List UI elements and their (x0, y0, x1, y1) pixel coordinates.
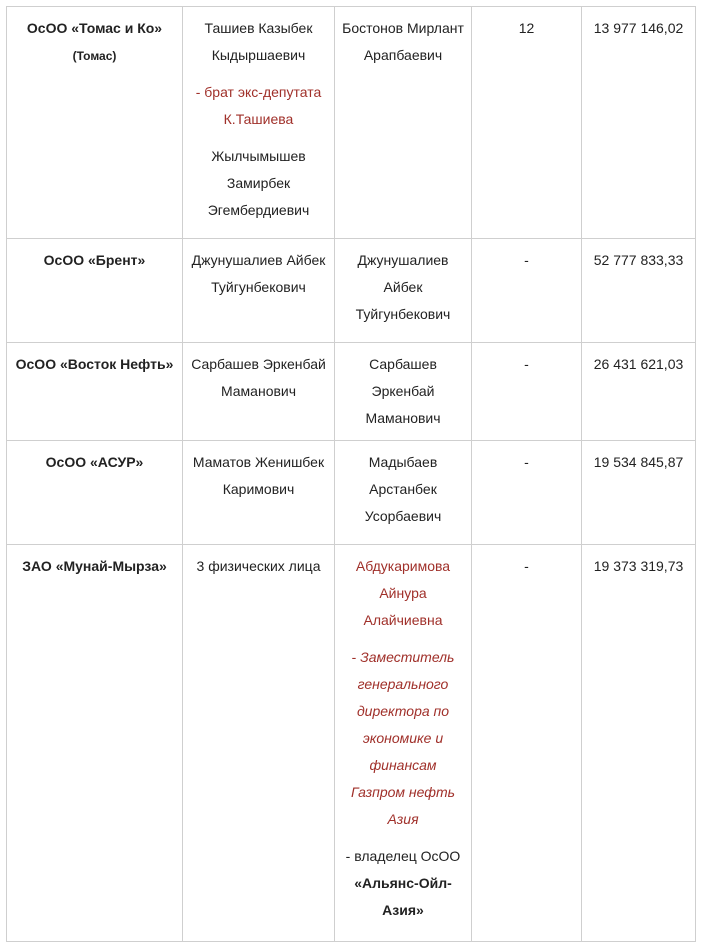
table-row (7, 7, 696, 239)
amount-cell: 19 534 845,87 (582, 441, 696, 545)
company-note: (Томас) (72, 49, 117, 63)
director-note (341, 644, 465, 833)
company-cell: ОсОО «Восток Нефть» (7, 343, 183, 441)
owner-cell: 3 физических лица (183, 545, 335, 942)
owner-cell: Маматов Женишбек Каримович (183, 441, 335, 545)
director-cell: Сарбашев Эркенбай Маманович (335, 343, 472, 441)
company-cell: ЗАО «Мунай-Мырза» (7, 545, 183, 942)
director-note2-prefix: - владелец ОсОО (345, 848, 461, 864)
owner-cell (183, 7, 335, 239)
company-cell: ОсОО «Брент» (7, 239, 183, 343)
director-name: Абдукаримова Айнура Алайчиевна (355, 558, 451, 628)
director-cell (335, 441, 472, 545)
director-cell (335, 545, 472, 942)
owner-name: Жылчымышев Замирбек Эгембердиевич (207, 148, 310, 218)
director-note-owner (341, 843, 465, 924)
count-cell: - (472, 441, 582, 545)
amount-cell: 26 431 621,03 (582, 343, 696, 441)
count-cell: 12 (472, 7, 582, 239)
director-note-prefix: - (351, 649, 361, 665)
table-row (7, 239, 696, 343)
table-row (7, 343, 696, 441)
amount-cell: 19 373 319,73 (582, 545, 696, 942)
owner-cell: Сарбашев Эркенбай Маманович (183, 343, 335, 441)
owner-name: Ташиев Казыбек Кыдыршаевич (204, 20, 313, 63)
company-cell: ОсОО «АСУР» (7, 441, 183, 545)
director-name: Мадыбаев Арстанбек Усорбаевич (364, 454, 442, 524)
count-cell: - (472, 545, 582, 942)
count-cell: - (472, 239, 582, 343)
director-note2-company: «Альянс-Ойл-Азия» (354, 875, 452, 918)
director-name: Бостонов Мирлант Арапбаевич (342, 20, 464, 63)
owner-note: - брат экс-депутата К.Ташиева (195, 84, 322, 127)
director-name: Джунушалиев Айбек Туйгунбекович (355, 252, 451, 322)
director-cell (335, 239, 472, 343)
companies-table (6, 6, 696, 942)
company-cell (7, 7, 183, 239)
director-cell (335, 7, 472, 239)
table-row (7, 441, 696, 545)
company-name: ОсОО «Томас и Ко» (26, 20, 163, 36)
owner-cell: Джунушалиев Айбек Туйгунбекович (183, 239, 335, 343)
table-row (7, 545, 696, 942)
count-cell: - (472, 343, 582, 441)
amount-cell: 52 777 833,33 (582, 239, 696, 343)
amount-cell: 13 977 146,02 (582, 7, 696, 239)
director-note-text: Заместитель генерального директора по экономике и финансам Газпром нефть Азия (351, 649, 455, 827)
